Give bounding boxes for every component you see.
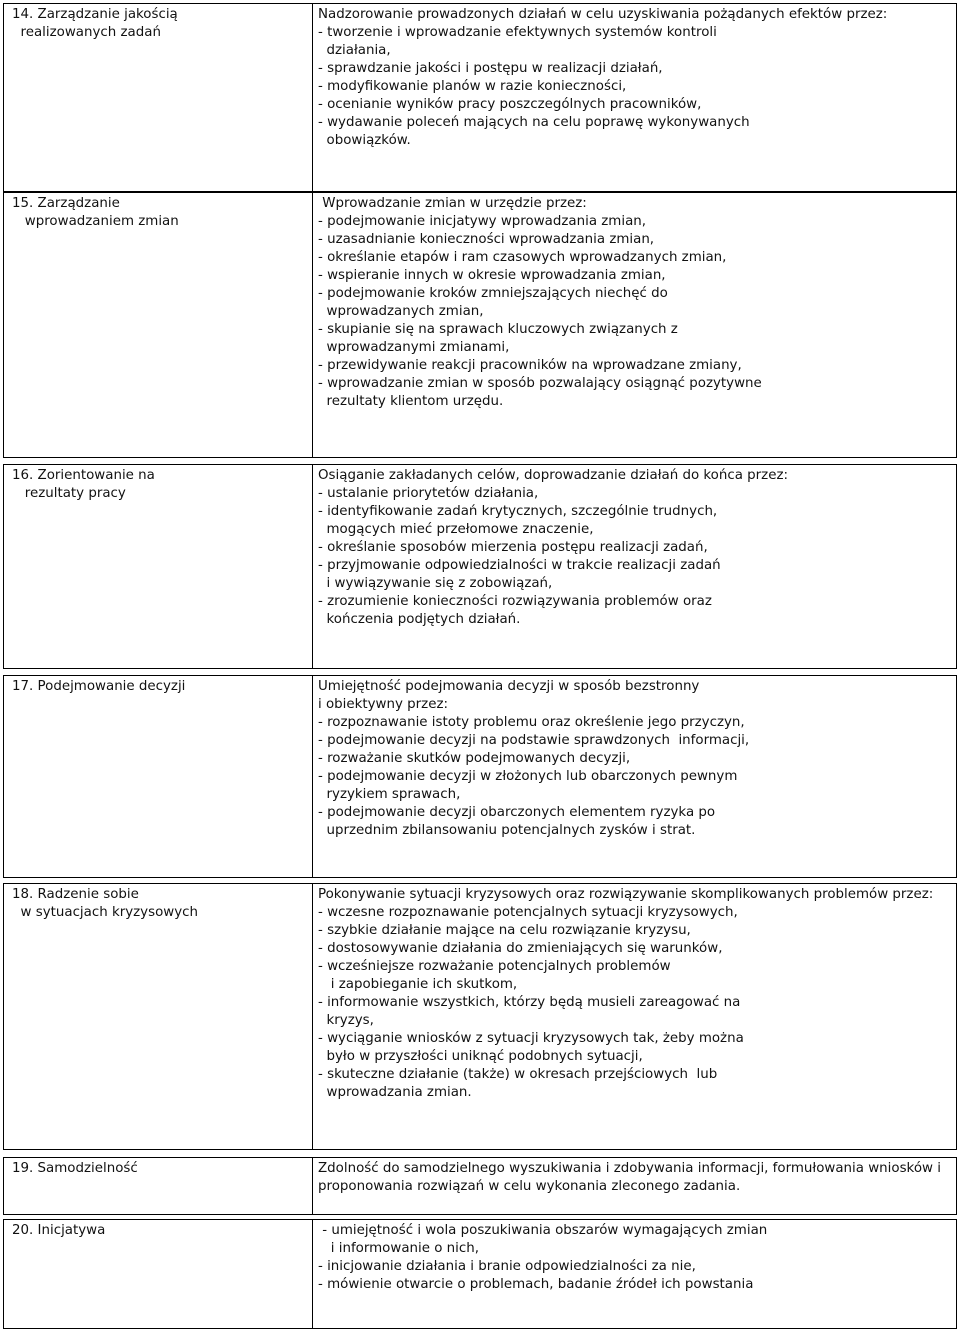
competency-description-line: Umiejętność podejmowania decyzji w sposób bezstronny [318,679,700,694]
competency-description-line: - wyciąganie wniosków z sytuacji kryzysowych tak, żeby można [318,1031,744,1046]
competency-description-line: - informowanie wszystkich, którzy będą musieli zareagować na [318,995,741,1010]
competency-description-cell [312,675,957,878]
competency-description-cell [312,464,957,669]
competency-description-line: Zdolność do samodzielnego wyszukiwania i zdobywania informacji, formułowania wniosków i [318,1161,941,1176]
competency-label-line: 14. Zarządzanie jakością [12,7,178,22]
competency-label-line: 15. Zarządzanie [12,196,120,211]
competency-description-line: wprowadzanych zmian, [318,304,484,319]
competency-label-cell [3,192,313,458]
competency-label-line: w sytuacjach kryzysowych [12,905,198,920]
competency-description-line: - wprowadzanie zmian w sposób pozwalający osiągnąć pozytywne [318,376,762,391]
competency-description-line: - przewidywanie reakcji pracowników na wprowadzane zmiany, [318,358,742,373]
competency-description-line: - dostosowywanie działania do zmieniających się warunków, [318,941,723,956]
competency-description-line: Osiąganie zakładanych celów, doprowadzanie działań do końca przez: [318,468,788,483]
competency-description-line: - modyfikowanie planów w razie konieczności, [318,79,627,94]
competency-description-line: i obiektywny przez: [318,697,448,712]
competency-description-line: - podejmowanie inicjatywy wprowadzania zmian, [318,214,647,229]
competency-label-cell [3,3,313,192]
competency-description-line: obowiązków. [318,133,411,148]
competency-description-line: i informowanie o nich, [318,1241,479,1256]
competency-description-cell [312,1157,957,1215]
competency-label-cell [3,883,313,1150]
competency-description-line: - skuteczne działanie (także) w okresach przejściowych lub [318,1067,718,1082]
competency-description-line: - skupianie się na sprawach kluczowych związanych z [318,322,678,337]
competency-description-line: - określanie etapów i ram czasowych wprowadzanych zmian, [318,250,727,265]
competency-label-line: 18. Radzenie sobie [12,887,139,902]
competency-description-line: - rozpoznawanie istoty problemu oraz określenie jego przyczyn, [318,715,745,730]
competency-description-line: - wspieranie innych w okresie wprowadzania zmian, [318,268,666,283]
competency-label-line: wprowadzaniem zmian [12,214,179,229]
competency-description-line: - zrozumienie konieczności rozwiązywania problemów oraz [318,594,712,609]
competency-label-cell [3,464,313,669]
competency-description-line: ryzykiem sprawach, [318,787,461,802]
competency-label-line: 19. Samodzielność [12,1161,138,1176]
competency-description-line: - podejmowanie decyzji obarczonych elementem ryzyka po [318,805,716,820]
competency-description-cell [312,192,957,458]
competency-description-line: - rozważanie skutków podejmowanych decyzji, [318,751,631,766]
competency-description-cell [312,3,957,192]
competency-description-line: wprowadzania zmian. [318,1085,472,1100]
competency-description-line: - tworzenie i wprowadzanie efektywnych systemów kontroli [318,25,717,40]
competency-description-line: kończenia podjętych działań. [318,612,521,627]
competency-description-cell [312,1219,957,1329]
competency-description-line: - mówienie otwarcie o problemach, badanie źródeł ich powstania [318,1277,754,1292]
competency-description-line: - ocenianie wyników pracy poszczególnych pracowników, [318,97,702,112]
competency-description-line: - szybkie działanie mające na celu rozwiązanie kryzysu, [318,923,691,938]
competency-description-line: - podejmowanie decyzji w złożonych lub obarczonych pewnym [318,769,738,784]
competency-description-line: i wywiązywanie się z zobowiązań, [318,576,553,591]
competency-description-line: - określanie sposobów mierzenia postępu realizacji zadań, [318,540,708,555]
competency-description-line: - wcześniejsze rozważanie potencjalnych problemów [318,959,671,974]
competency-description-line: - podejmowanie kroków zmniejszających niechęć do [318,286,668,301]
competency-label-cell [3,1219,313,1329]
competency-description-line: Wprowadzanie zmian w urzędzie przez: [318,196,587,211]
competency-label-line: 17. Podejmowanie decyzji [12,679,186,694]
competency-description-line: - wydawanie poleceń mających na celu poprawę wykonywanych [318,115,750,130]
competency-description-line: wprowadzanymi zmianami, [318,340,510,355]
competency-description-line: Nadzorowanie prowadzonych działań w celu uzyskiwania pożądanych efektów przez: [318,7,888,22]
competency-label-line: realizowanych zadań [12,25,161,40]
competency-description-line: - wczesne rozpoznawanie potencjalnych sytuacji kryzysowych, [318,905,738,920]
competency-description-line: rezultaty klientom urzędu. [318,394,504,409]
competency-description-line: mogących mieć przełomowe znaczenie, [318,522,594,537]
competency-label-line: 20. Inicjatywa [12,1223,106,1238]
competency-description-line: - umiejętność i wola poszukiwania obszarów wymagających zmian [318,1223,768,1238]
competency-description-line: Pokonywanie sytuacji kryzysowych oraz rozwiązywanie skomplikowanych problemów przez: [318,887,934,902]
competency-description-line: - uzasadnianie konieczności wprowadzania zmian, [318,232,655,247]
competency-label-line: 16. Zorientowanie na [12,468,155,483]
competency-label-cell [3,1157,313,1215]
competency-description-line: - sprawdzanie jakości i postępu w realizacji działań, [318,61,663,76]
competency-description-line: i zapobieganie ich skutkom, [318,977,518,992]
competency-description-line: kryzys, [318,1013,374,1028]
competency-description-line: - identyfikowanie zadań krytycznych, szczególnie trudnych, [318,504,718,519]
competency-description-line: - podejmowanie decyzji na podstawie sprawdzonych informacji, [318,733,750,748]
competency-description-line: było w przyszłości uniknąć podobnych sytuacji, [318,1049,643,1064]
competency-label-cell [3,675,313,878]
competency-description-cell [312,883,957,1150]
competency-description-line: uprzednim zbilansowaniu potencjalnych zysków i strat. [318,823,696,838]
competency-description-line: - przyjmowanie odpowiedzialności w trakcie realizacji zadań [318,558,721,573]
competency-description-line: - ustalanie priorytetów działania, [318,486,539,501]
competency-label-line: rezultaty pracy [12,486,126,501]
competency-description-line: - inicjowanie działania i branie odpowiedzialności za nie, [318,1259,696,1274]
competency-description-line: proponowania rozwiązań w celu wykonania zleconego zadania. [318,1179,741,1194]
competency-description-line: działania, [318,43,391,58]
